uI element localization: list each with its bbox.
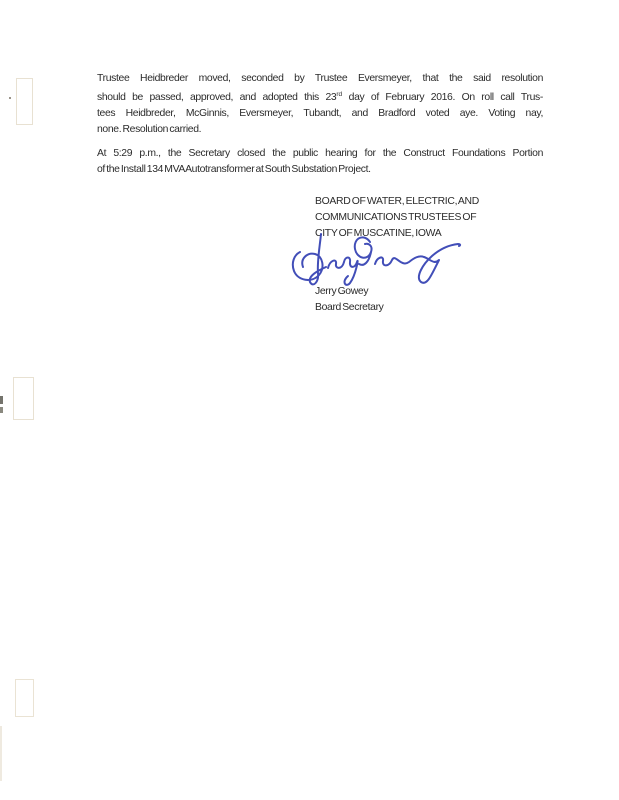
- org-name-line: COMMUNICATIONS TRUSTEES OF: [315, 212, 477, 223]
- paragraph-motion-line: tees Heidbreder, McGinnis, Eversmeyer, Tubandt, and Bradford voted aye. Voting nay,: [97, 108, 543, 119]
- paragraph-motion-line: Trustee Heidbreder moved, seconded by Trustee Eversmeyer, that the said resolution: [97, 73, 543, 84]
- scan-artifact-edge-strip: [0, 726, 2, 781]
- signature-block: [315, 194, 543, 316]
- paragraph-motion: [97, 71, 543, 138]
- signer-name: Jerry Gowey: [315, 286, 369, 297]
- paragraph-motion-line2-pre: should be passed, approved, and adopted this 23: [97, 92, 337, 103]
- paragraph-motion-line: none. Resolution carried.: [97, 124, 202, 135]
- paragraph-motion-line: [97, 87, 543, 106]
- scan-artifact-box-bottom: [15, 679, 34, 717]
- paragraph-hearing: [97, 146, 543, 178]
- ordinal-superscript: rd: [336, 91, 343, 98]
- paragraph-hearing-line: At 5:29 p.m., the Secretary closed the public hearing for the Construct Foundations Portion: [97, 148, 543, 159]
- signer-title: Board Secretary: [315, 302, 384, 313]
- org-name-line: CITY OF MUSCATINE, IOWA: [315, 228, 442, 239]
- scan-artifact-dot: [9, 97, 11, 99]
- scan-artifact-edge-tick: [0, 396, 3, 404]
- document-body: [97, 71, 543, 316]
- scan-artifact-box-middle: [13, 377, 34, 420]
- paragraph-hearing-line: of the Install 134 MVA Autotransformer at South Substation Project.: [97, 164, 371, 175]
- org-name-line: BOARD OF WATER, ELECTRIC, AND: [315, 196, 479, 207]
- scan-artifact-box-top: [16, 78, 33, 125]
- scan-artifact-edge-tick: [0, 407, 3, 413]
- paragraph-motion-line2-post: day of February 2016. On roll call Trus-: [342, 92, 543, 103]
